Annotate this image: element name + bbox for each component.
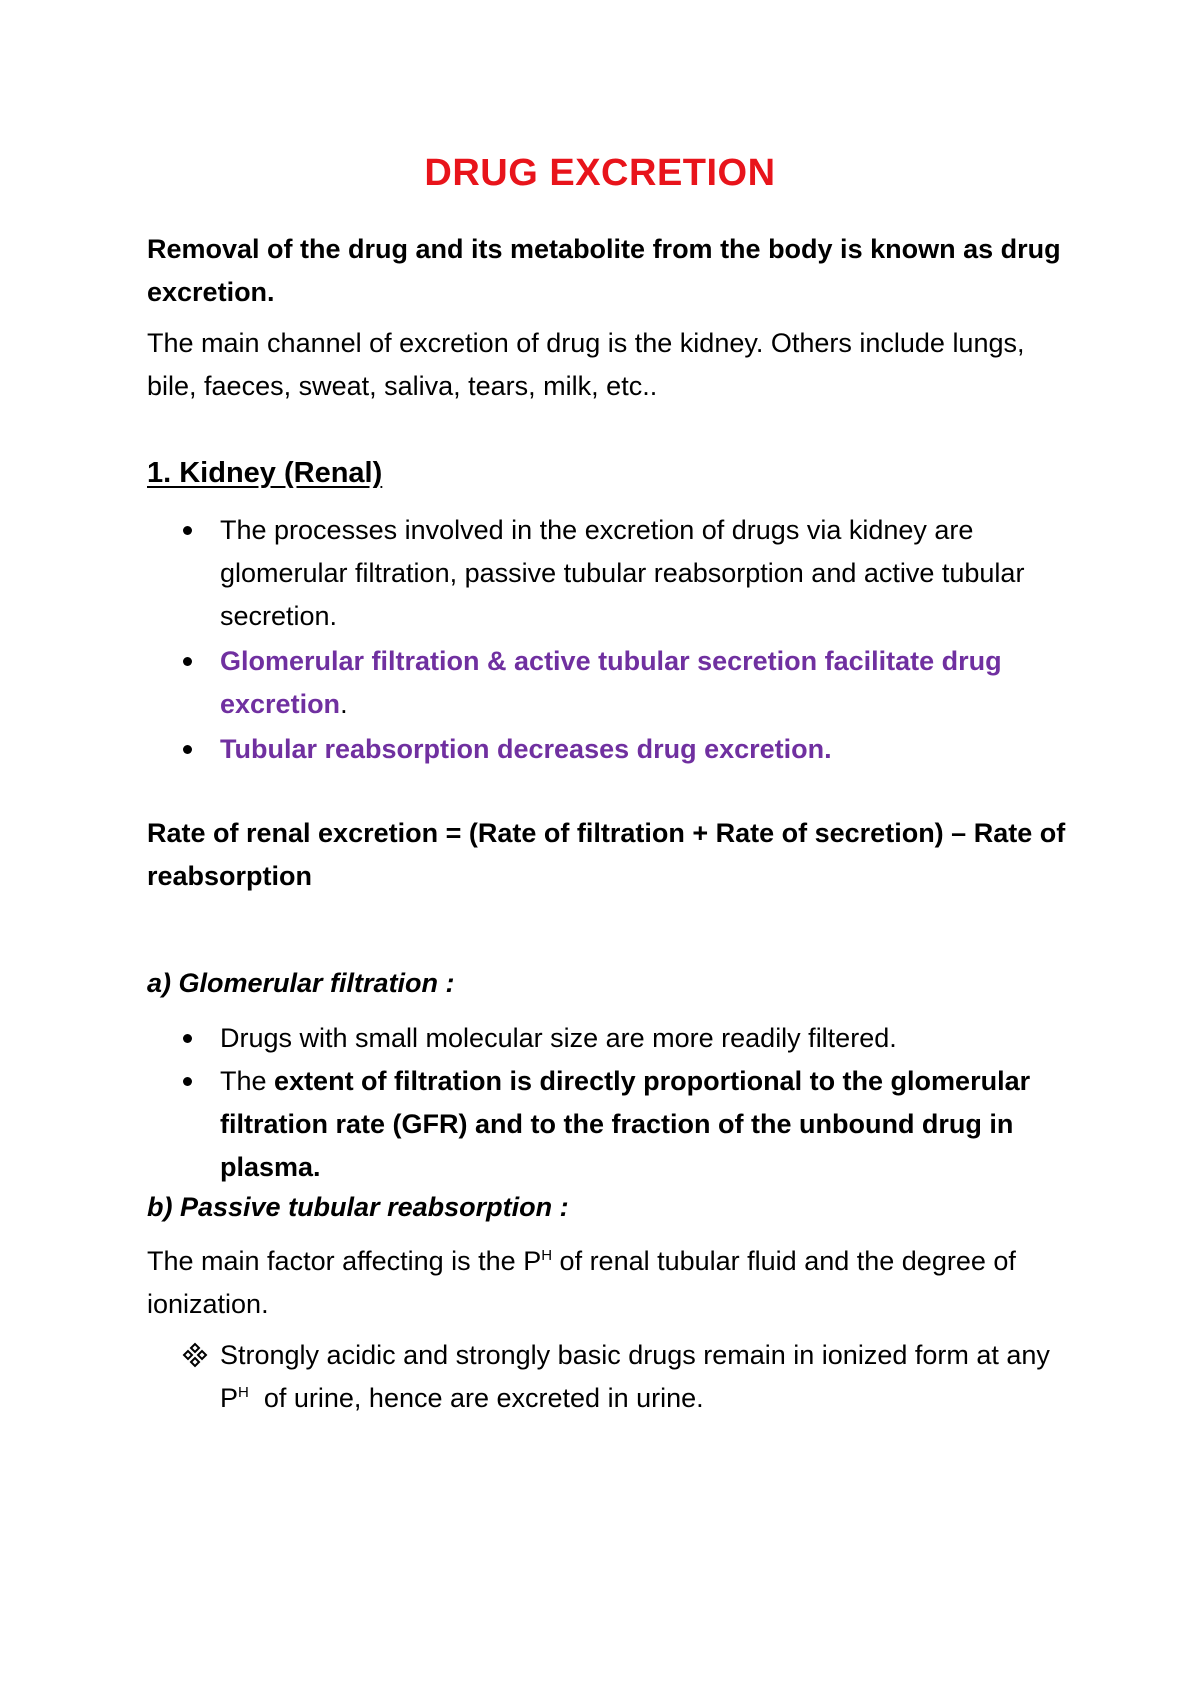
- kidney-bullet-2: Glomerular filtration & active tubular secretion facilitate drug excretion: [220, 646, 1002, 719]
- ph-superscript: H: [541, 1247, 553, 1264]
- list-item: [147, 1060, 1067, 1189]
- passive-text-after: of renal tubular fluid and the degree of ionization.: [147, 1246, 1016, 1319]
- ph-superscript: H: [238, 1384, 249, 1401]
- glomerular-bullet-1: Drugs with small molecular size are more readily filtered.: [220, 1023, 897, 1053]
- bullet-icon: [183, 1034, 192, 1043]
- passive-point-list: [147, 1334, 1067, 1420]
- renal-excretion-formula: Rate of renal excretion = (Rate of filtration + Rate of secretion) – Rate of reabsorption: [147, 818, 1066, 891]
- intro-paragraph: The main channel of excretion of drug is the kidney. Others include lungs, bile, faeces, sweat, saliva, tears, milk, etc..: [147, 328, 1025, 401]
- list-item: [147, 509, 1067, 638]
- definition-text: Removal of the drug and its metabolite from the body is known as drug excretion.: [147, 234, 1061, 307]
- glomerular-bullet-2-bold: extent of filtration is directly proportional to the glomerular filtration rate (GFR) and to the fraction of the unbound drug in plasma.: [220, 1066, 1031, 1182]
- bullet-icon: [183, 657, 192, 666]
- bullet-icon: [183, 1077, 192, 1086]
- list-item: [147, 728, 1067, 771]
- passive-point-section: [147, 1334, 1067, 1420]
- passive-paragraph: [147, 1240, 1067, 1326]
- bullet-icon: [183, 745, 192, 754]
- glomerular-bullet-2-prefix: The: [220, 1066, 275, 1096]
- list-item: [147, 1017, 1067, 1060]
- page-title: DRUG EXCRETION: [424, 152, 776, 194]
- list-item: [147, 640, 1067, 726]
- four-diamond-bullet-icon: [177, 1334, 213, 1377]
- passive-point-after: of urine, hence are excreted in urine.: [248, 1383, 704, 1413]
- glomerular-bullet-list: [147, 1017, 1067, 1189]
- kidney-bullet-3: Tubular reabsorption decreases drug excretion.: [220, 734, 832, 764]
- glomerular-heading: a) Glomerular filtration :: [147, 968, 455, 998]
- kidney-section: [147, 452, 1067, 771]
- passive-text-before: The main factor affecting is the P: [147, 1246, 542, 1276]
- bullet-icon: [183, 526, 192, 535]
- kidney-bullet-list: [147, 509, 1067, 771]
- list-item: [147, 1334, 1067, 1420]
- kidney-bullet-2-period: .: [340, 689, 348, 719]
- glomerular-section: [147, 962, 1067, 1189]
- kidney-bullet-1: The processes involved in the excretion of drugs via kidney are glomerular filtration, passive tubular reabsorption and active tubular secretion.: [220, 515, 1025, 631]
- kidney-heading: 1. Kidney (Renal): [147, 457, 383, 489]
- passive-heading: b) Passive tubular reabsorption :: [147, 1192, 569, 1222]
- passive-point-before: Strongly acidic and strongly basic drugs remain in ionized form at any P: [220, 1340, 1050, 1413]
